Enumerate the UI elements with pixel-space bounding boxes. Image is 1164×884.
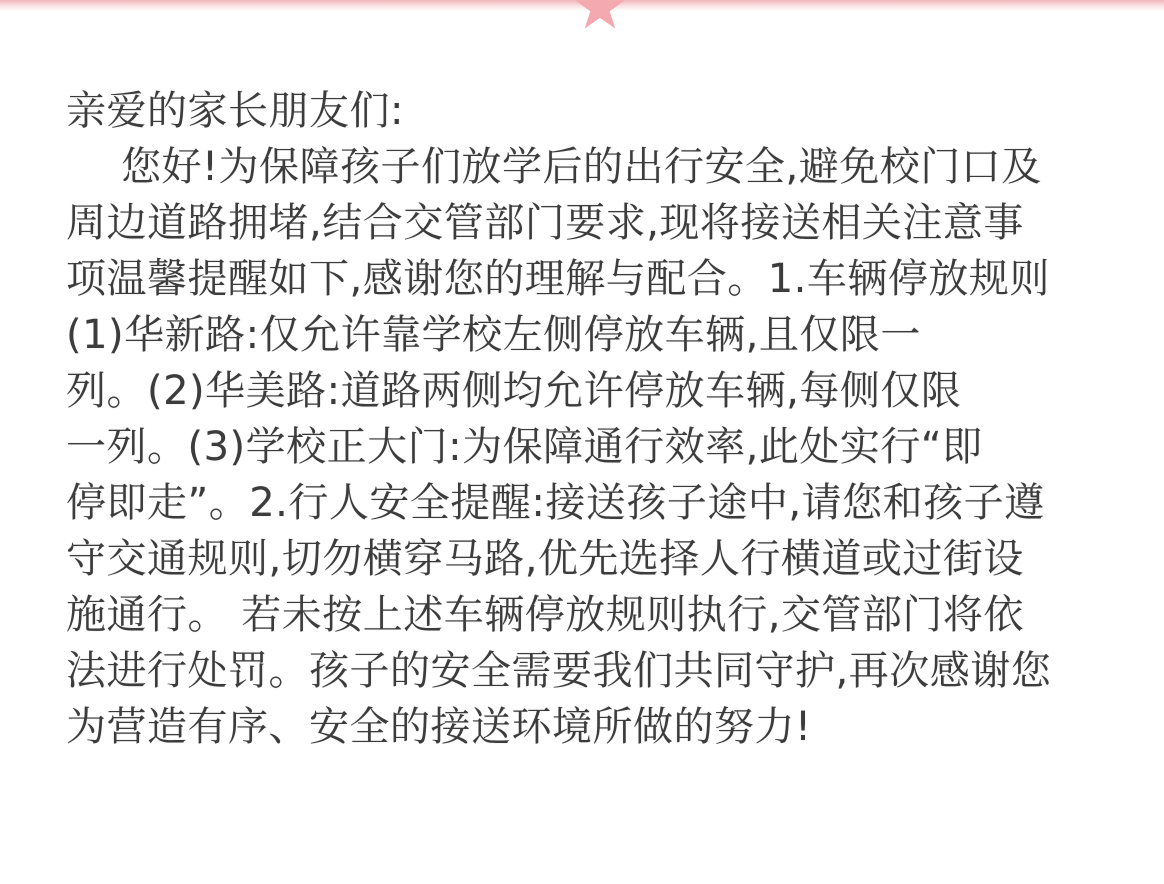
notice-line: 周边道路拥堵,结合交管部门要求,现将接送相关注意事: [66, 200, 1024, 246]
notice-line: 法进行处罚。孩子的安全需要我们共同守护,再次感谢您: [66, 648, 1052, 694]
notice-salutation: 亲爱的家长朋友们:: [66, 88, 404, 134]
notice-line: 项温馨提醒如下,感谢您的理解与配合。1.车辆停放规则: [66, 256, 1050, 302]
notice-line: 施通行。 若未按上述车辆停放规则执行,交管部门将依: [66, 592, 1024, 638]
notice-line: 守交通规则,切勿横穿马路,优先选择人行横道或过街设: [66, 536, 1024, 582]
notice-line: (1)华新路:仅允许靠学校左侧停放车辆,且仅限一: [66, 312, 921, 358]
notice-line: 列。(2)华美路:道路两侧均允许停放车辆,每侧仅限: [66, 368, 962, 414]
notice-line: 停即走”。2.行人安全提醒:接送孩子途中,请您和孩子遵: [66, 480, 1045, 526]
notice-line: 一列。(3)学校正大门:为保障通行效率,此处实行“即: [66, 424, 983, 470]
notice-line: 您好!为保障孩子们放学后的出行安全,避免校门口及: [121, 144, 1042, 190]
notice-line: 为营造有序、安全的接送环境所做的努力!: [66, 704, 812, 750]
notice-text: [66, 83, 1124, 755]
star-icon: [574, 0, 626, 33]
